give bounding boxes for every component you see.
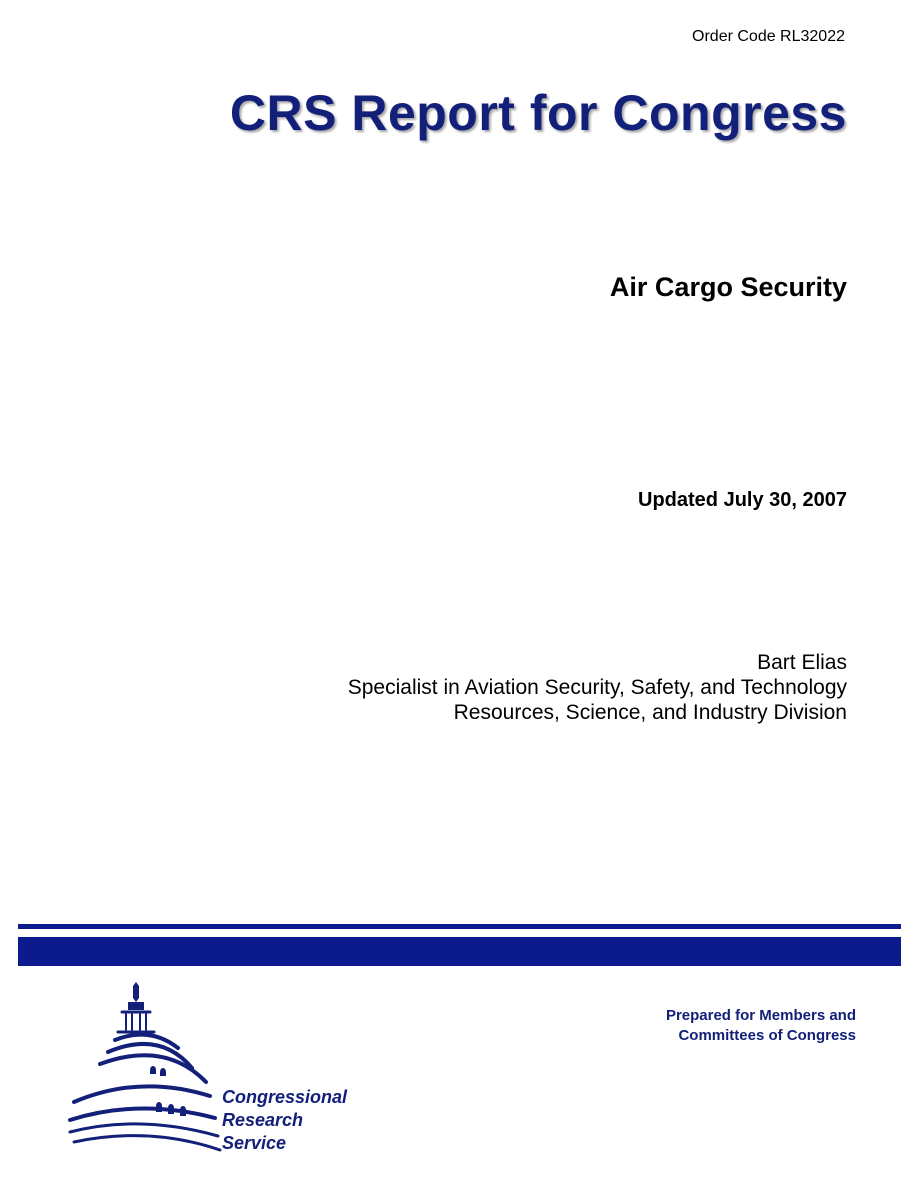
prepared-line-2: Committees of Congress xyxy=(678,1027,856,1044)
order-code: Order Code RL32022 xyxy=(692,28,845,45)
logo-line-research: Research xyxy=(222,1110,304,1130)
document-title: Air Cargo Security xyxy=(609,272,847,302)
divider-thin xyxy=(18,924,901,929)
logo-line-service: Service xyxy=(222,1133,287,1153)
crs-logo-text xyxy=(222,1086,347,1155)
report-series-title: CRS Report for Congress xyxy=(229,85,847,141)
updated-date: Updated July 30, 2007 xyxy=(638,489,847,511)
author-position: Specialist in Aviation Security, Safety, and Technology xyxy=(347,676,847,699)
author-division: Resources, Science, and Industry Division xyxy=(453,701,847,724)
prepared-line-1: Prepared for Members and xyxy=(665,1007,856,1024)
logo-line-congressional: Congressional xyxy=(222,1087,348,1107)
author-block xyxy=(348,650,847,725)
prepared-for-text xyxy=(666,1006,856,1046)
divider-thick xyxy=(18,937,901,966)
author-name: Bart Elias xyxy=(757,651,847,674)
